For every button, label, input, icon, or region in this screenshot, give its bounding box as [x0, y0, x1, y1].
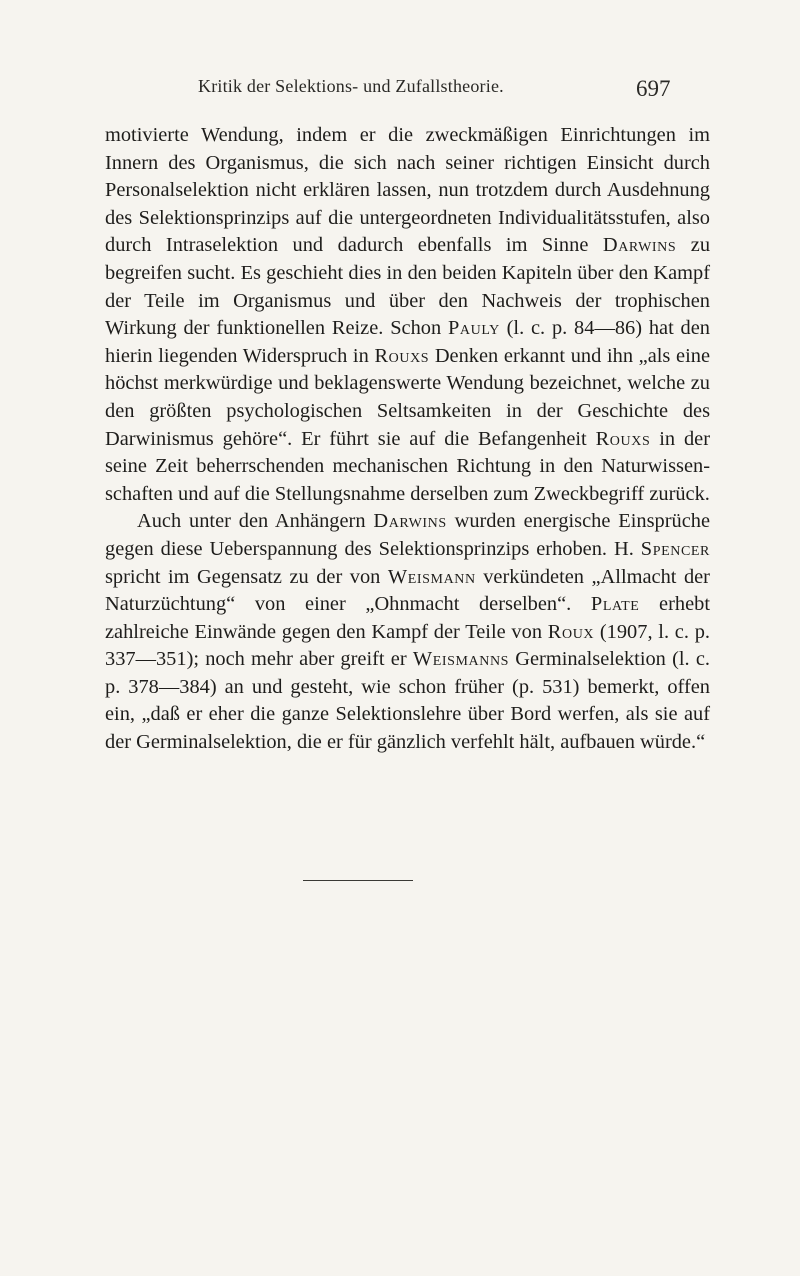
section-end-rule [303, 880, 413, 881]
text-segment: (l. c. p. 84—86) hat den hierin liegenden Widerspruch in [105, 317, 710, 367]
text-segment: Auch unter den Anhängern [137, 510, 374, 533]
text-segment: erhebt zahlreiche Einwände gegen den Kampf der Teile von [105, 593, 710, 643]
person-name: Pauly [447, 317, 500, 340]
text-segment: Germinalselektion (l. c. p. 378—384) an und gesteht, wie schon früher (p. 531) bemerkt, offen ein, „daß er eher die ganze Selektionslehre über Bord werfen, als sie auf der Germinalselektion, die er für gänzlich verfehlt hält, aufbauen würde.“ [105, 648, 710, 754]
text-segment: verkündeten „Allmacht der Naturzüchtung“ von einer „Ohnmacht derselben“. [105, 565, 710, 616]
paragraph-2 [105, 508, 710, 756]
text-segment: spricht im Gegensatz zu der von [105, 565, 388, 588]
text-segment: (1907, l. c. p. 337—351); noch mehr aber greift er [105, 620, 711, 671]
text-segment: zu begreifen sucht. Es geschieht dies in den beiden Kapiteln über den Kampf der Teile im Organismus und über den Nachweis der trophischen Wirkung der funktionellen Reize. Schon [105, 234, 711, 340]
text-segment: Denken erkannt und ihn „als eine höchst merkwürdige und beklagenswerte Wendung bezeichnet, welche zu den größten psychologischen Seltsamkeiten in der Geschichte des Darwinismus gehöre“. Er führt sie auf die Befangenheit [105, 344, 710, 450]
person-name: Weismann [387, 565, 476, 588]
person-name: Roux [547, 620, 595, 643]
person-name: Rouxs [595, 427, 651, 450]
person-name: Weismanns [412, 648, 510, 671]
person-name: Plate [590, 593, 640, 616]
person-name: Rouxs [374, 344, 430, 367]
paragraph-1 [105, 122, 710, 508]
running-title: Kritik der Selektions- und Zufallstheorie. [198, 76, 504, 96]
text-segment: in der seine Zeit beherrschenden mechanischen Richtung in den Naturwissenschaften und auf die Stellungsnahme derselben zum Zweckbegriff zurück. [105, 427, 710, 505]
body-text [105, 122, 710, 757]
person-name: Darwins [373, 510, 447, 533]
text-segment: motivierte Wendung, indem er die zweckmäßigen Einrichtungen im Innern des Organismus, die sich nach seiner richtigen Einsicht durch Personalselektion nicht erklären lassen, nun trotzdem durch Ausdehnung des Selektionsprinzips auf die untergeordneten Individualitätsstufen, also durch Intraselektion und dadurch ebenfalls im Sinne [105, 124, 710, 257]
text-segment: wurden energische Einsprüche gegen diese Ueberspannung des Selektionsprinzips erhoben. H. [105, 510, 710, 560]
person-name: Darwins [602, 234, 677, 257]
person-name: Spencer [640, 537, 710, 560]
page-number: 697 [636, 76, 671, 101]
